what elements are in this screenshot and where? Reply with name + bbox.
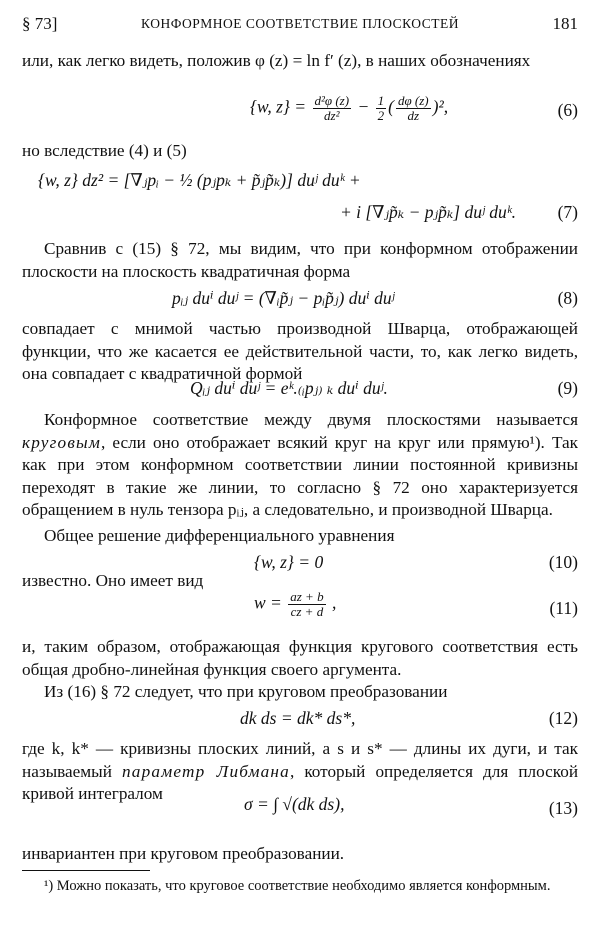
equation-13-expr: σ = ∫ √(dk ds), (244, 794, 345, 814)
equation-8-number: (8) (557, 288, 578, 308)
equation-12-number: (12) (548, 708, 578, 728)
equation-8-expr: pᵢⱼ duⁱ duʲ = (∇ᵢp̃ⱼ − pᵢp̃ⱼ) duⁱ duʲ (172, 288, 395, 308)
paragraph-5-rest: , если оно отображает всякий круг на круг или прямую¹). Так как при этом конформном соответствии линии постоянной кривизны переходят в такие же линии, то согласно § 72 оно характеризуется обращением в нуль тензора pᵢⱼ, а следовательно, и производной Шварца. (22, 432, 578, 520)
running-title: КОНФОРМНОЕ СООТВЕТСТВИЕ ПЛОСКОСТЕЙ (141, 16, 459, 31)
equation-9 (22, 378, 578, 402)
paragraph-3: Сравнив с (15) § 72, мы видим, что при конформном отображении плоскости на плоскость квадратичная форма (22, 239, 578, 281)
equation-7-line-2: + i [∇ⱼp̃ₖ − pⱼp̃ₖ] duʲ duᵏ. (339, 202, 516, 222)
equation-10-expr: {w, z} = 0 (254, 552, 324, 572)
term-liebmann-parameter: параметр Либмана (122, 761, 290, 781)
equation-7 (22, 166, 578, 228)
equation-12-expr: dk ds = dk* ds*, (240, 708, 356, 728)
paragraph-1: или, как легко видеть, положив φ (z) = ln f′ (z), в наших обозначениях (22, 51, 531, 70)
paragraph-10-start: где k, k* — кривизны плоских линий, а s и s* — длины их дуги, и так называемый (22, 739, 578, 781)
term-circular: круговым (22, 432, 102, 452)
equation-8 (22, 288, 578, 312)
equation-6-number: (6) (557, 100, 578, 120)
equation-12 (22, 708, 578, 734)
equation-10-number: (10) (548, 552, 578, 572)
paragraph-5-start: Конформное соответствие между двумя плоскостями называется (44, 410, 578, 429)
paragraph-9: Из (16) § 72 следует, что при круговом преобразовании (44, 682, 448, 701)
paragraph-2: но вследствие (4) и (5) (22, 141, 187, 160)
equation-13 (22, 790, 578, 824)
equation-6-expr: {w, z} = $\frac{\text{d²φ (z)}}{\text{dz²}}$ − $\frac{1}{2}$ ( $\frac{d\varphi (z)}{dz}$ )², (250, 93, 449, 123)
section-ref: § 73] (22, 14, 58, 33)
paragraph-6: Общее решение дифференциального уравнения (44, 526, 395, 545)
page-number: 181 (552, 14, 578, 33)
paragraph-7: известно. Оно имеет вид (22, 571, 204, 590)
paragraph-11: инвариантен при круговом преобразовании. (22, 844, 345, 863)
equation-7-number: (7) (557, 202, 578, 222)
paragraph-4: совпадает с мнимой частью производной Шварца, отображающей функции, что же касается ее действительной части, то, как легко видеть, она совпадает с квадратичной формой (22, 319, 578, 384)
paragraph-8: и, таким образом, отображающая функция кругового соответствия есть общая дробно-линейная функция своего аргумента. (22, 637, 578, 679)
equation-9-number: (9) (557, 378, 578, 398)
equation-7-line-1: {w, z} dz² = [∇ⱼpᵢ − ½ (pⱼpₖ + p̃ⱼp̃ₖ)] duʲ duᵏ + (38, 170, 361, 190)
footnote-divider (22, 870, 150, 871)
paragraph-10-rest: , который определяется для плоской кривой интегралом (22, 761, 579, 804)
equation-11 (22, 590, 578, 630)
equation-11-expr: w = $\frac{az + b}{cz + d}$ , (254, 589, 337, 619)
footnote: ¹) Можно показать, что круговое соответствие необходимо является конформным. (44, 878, 551, 894)
equation-9-expr: Qᵢⱼ duⁱ duʲ = eᵏ.₍ᵢpⱼ₎ ₖ duⁱ duʲ. (190, 378, 388, 398)
equation-6 (22, 92, 578, 128)
equation-13-number: (13) (548, 798, 578, 818)
running-header (22, 14, 578, 38)
paragraph-5 (22, 409, 578, 522)
equation-11-number: (11) (549, 598, 578, 618)
